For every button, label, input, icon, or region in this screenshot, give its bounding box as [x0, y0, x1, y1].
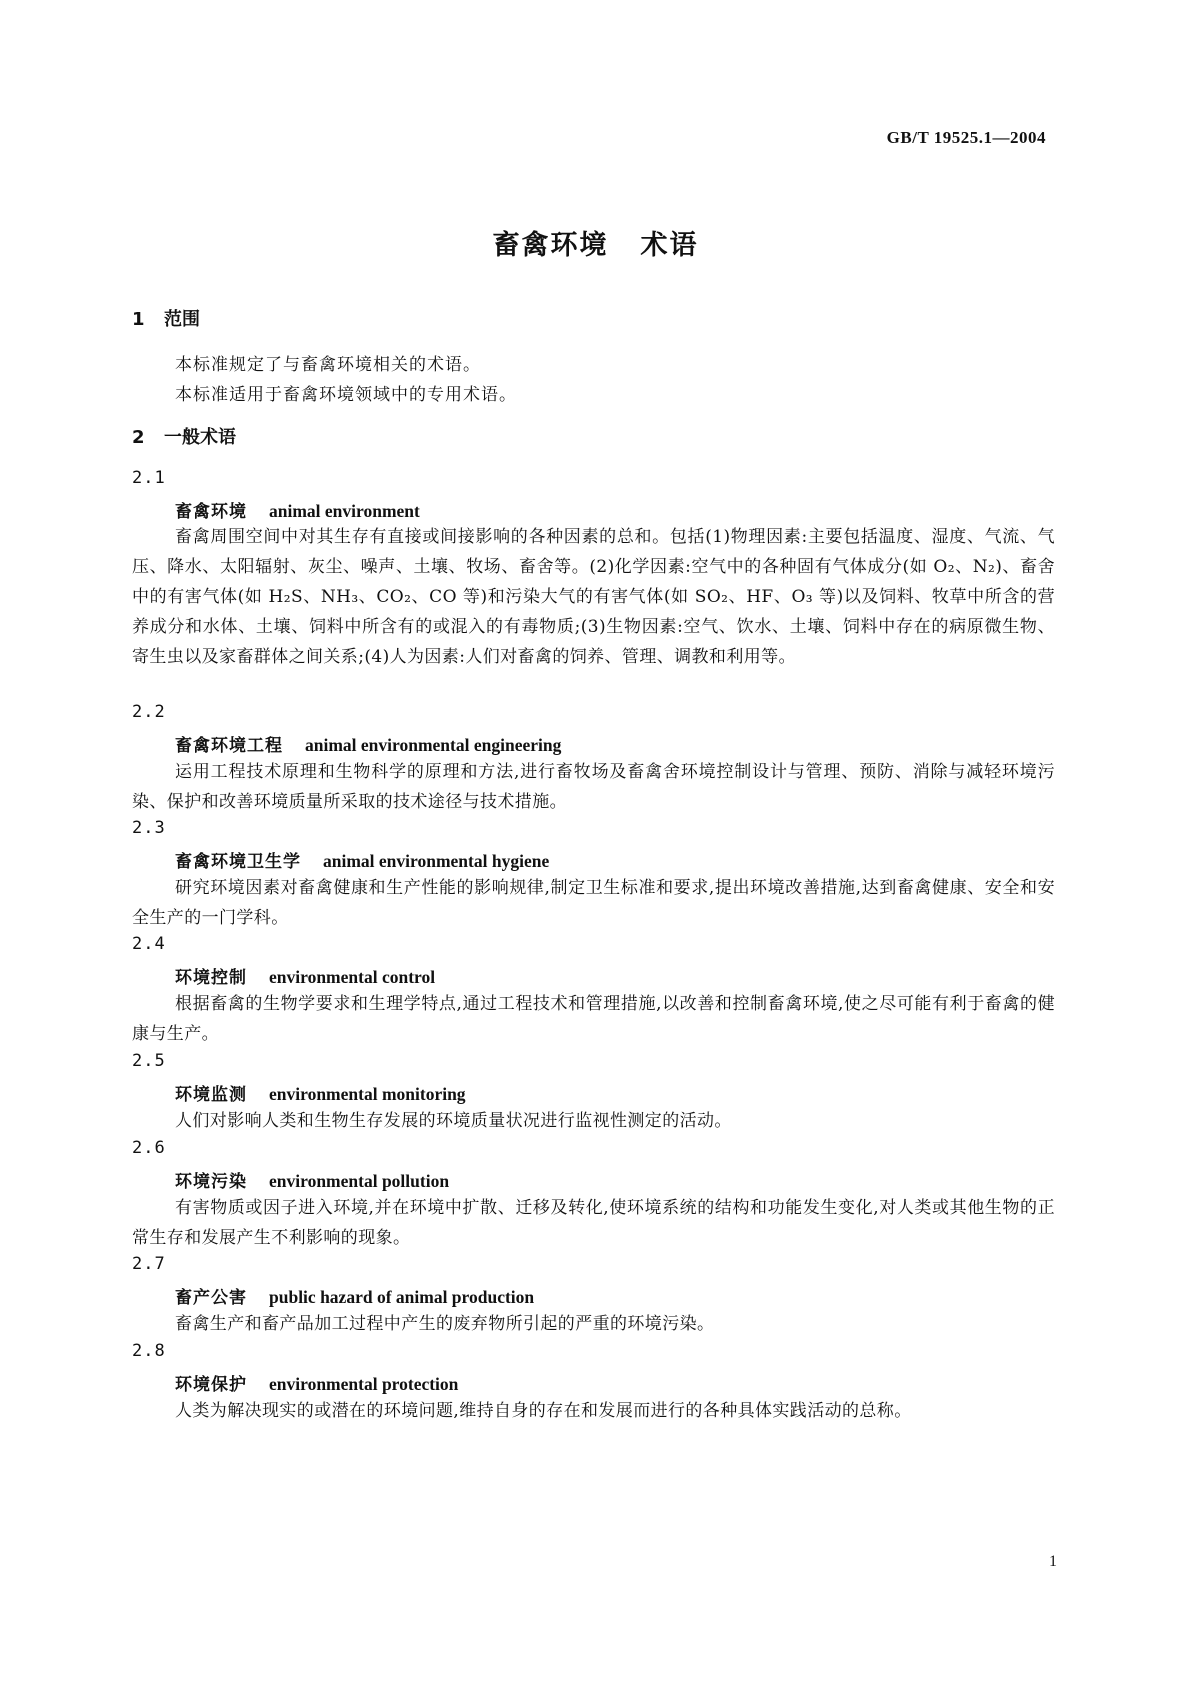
section-1-number: 1 [132, 309, 145, 330]
term-chinese: 环境控制 [175, 968, 247, 988]
section-2-number: 2 [132, 427, 145, 448]
section-2-title: 一般术语 [164, 427, 236, 448]
title-part-1: 畜禽环境 [492, 230, 609, 261]
term-definition: 人们对影响人类和生物生存发展的环境质量状况进行监视性测定的活动。 [175, 1111, 732, 1131]
term-heading [175, 1370, 458, 1395]
term-definition: 研究环境因素对畜禽健康和生产性能的影响规律,制定卫生标准和要求,提出环境改善措施,达到畜禽健康、安全和安全生产的一门学科。 [132, 878, 1055, 928]
term-number: 2.4 [132, 934, 166, 954]
term-chinese: 环境污染 [175, 1172, 247, 1192]
term-chinese: 畜禽环境卫生学 [175, 852, 301, 872]
term-english: animal environmental engineering [305, 735, 562, 755]
term-chinese: 环境监测 [175, 1085, 247, 1105]
title-part-2: 术语 [640, 230, 699, 261]
section-1-paragraph: 本标准规定了与畜禽环境相关的术语。 [175, 355, 481, 375]
standard-code: GB/T 19525.1—2004 [886, 128, 1046, 147]
term-heading [175, 847, 549, 872]
term-definition: 畜禽生产和畜产品加工过程中产生的废弃物所引起的严重的环境污染。 [175, 1314, 715, 1334]
term-english: environmental monitoring [269, 1084, 466, 1104]
term-number: 2.8 [132, 1341, 166, 1361]
term-english: public hazard of animal production [269, 1287, 535, 1307]
term-number: 2.1 [132, 468, 166, 488]
term-english: environmental pollution [269, 1171, 450, 1191]
term-english: environmental control [269, 967, 436, 987]
term-english: environmental protection [269, 1374, 459, 1394]
term-heading [175, 1080, 466, 1105]
section-2-heading [132, 423, 236, 449]
term-heading [175, 731, 561, 756]
term-chinese: 畜禽环境 [175, 502, 247, 522]
term-chinese: 环境保护 [175, 1375, 247, 1395]
term-definition: 根据畜禽的生物学要求和生理学特点,通过工程技术和管理措施,以改善和控制畜禽环境,使之尽可能有利于畜禽的健康与生产。 [132, 994, 1055, 1044]
term-definition: 畜禽周围空间中对其生存有直接或间接影响的各种因素的总和。包括(1)物理因素:主要包括温度、湿度、气流、气压、降水、太阳辐射、灰尘、噪声、土壤、牧场、畜舍等。(2)化学因素:空气中的各种固有气体成分(如 O₂、N₂)、畜舍中的有害气体(如 H₂S、NH₃、CO₂、CO 等)和污染大气的有害气体(如 SO₂、HF、O₃ 等)以及饲料、牧草中所含的营养成分和水体、土壤、饲料中所含有的或混入的有毒物质;(3)生物因素:空气、饮水、土壤、饲料中存在的病原微生物、寄生虫以及家畜群体之间关系;(4)人为因素:人们对畜禽的饲养、管理、调教和利用等。 [132, 527, 1055, 667]
term-number: 2.2 [132, 702, 166, 722]
term-number: 2.3 [132, 818, 166, 838]
term-heading [175, 963, 435, 988]
page-number: 1 [1049, 1553, 1057, 1570]
term-definition: 人类为解决现实的或潜在的环境问题,维持自身的存在和发展而进行的各种具体实践活动的总称。 [175, 1401, 912, 1421]
term-definition: 有害物质或因子进入环境,并在环境中扩散、迁移及转化,使环境系统的结构和功能发生变化,对人类或其他生物的正常生存和发展产生不利影响的现象。 [132, 1198, 1055, 1248]
term-heading [175, 497, 420, 522]
section-1-heading [132, 305, 200, 331]
term-definition: 运用工程技术原理和生物科学的原理和方法,进行畜牧场及畜禽舍环境控制设计与管理、预防、消除与减轻环境污染、保护和改善环境质量所采取的技术途径与技术措施。 [132, 762, 1055, 812]
term-english: animal environmental hygiene [323, 851, 550, 871]
term-heading [175, 1283, 534, 1308]
term-number: 2.5 [132, 1051, 166, 1071]
term-heading [175, 1167, 449, 1192]
section-1-paragraph: 本标准适用于畜禽环境领域中的专用术语。 [175, 385, 517, 405]
page-title [0, 223, 1191, 262]
section-1-title: 范围 [164, 309, 200, 330]
term-english: animal environment [269, 501, 420, 521]
term-chinese: 畜产公害 [175, 1288, 247, 1308]
term-chinese: 畜禽环境工程 [175, 736, 283, 756]
term-number: 2.6 [132, 1138, 166, 1158]
term-number: 2.7 [132, 1254, 166, 1274]
